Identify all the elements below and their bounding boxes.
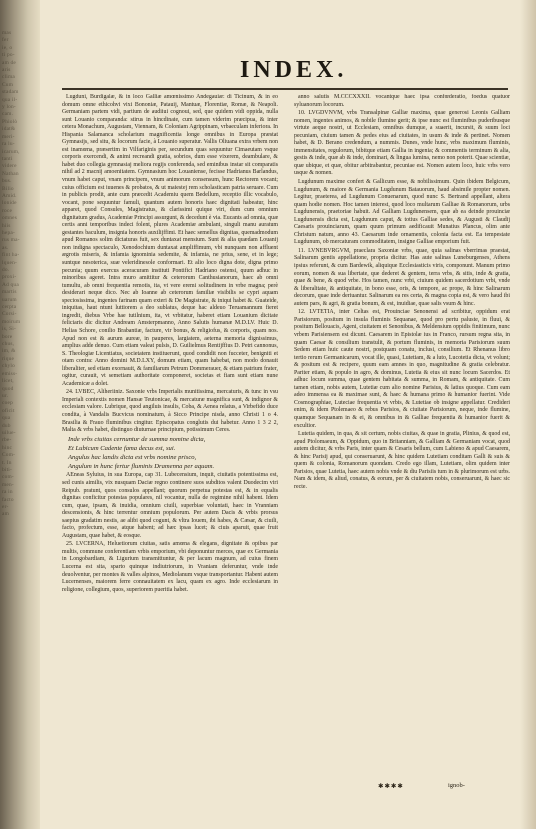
- facing-page-gutter: [0, 0, 40, 829]
- entry-paragraph: Lutetia quidem, in qua, & sit certum, nobis ciuitas, & quae in gratia, Plinius, & quod est, apud Ptolomaeum, & Oppidum, quo in Britanniam, & Galliam & Germaniam vocat, quod autem dicitur, & vrbs Paris, inter quam & Cesaris bellum, cum Labieno & apud Caesarem, & hinc Parisij apud, qui conseruarunt, & hinc quidem Lutetiam conditam Galli & suis & quem & colonia, Romanorum quondam. Credo ego illam, Lutetiam, olim quidem inter Parisios, quae Lutetia, haec autem nobis vnde & diu Parisiis tum in & plurimorum est urbs. Nam & idem, & aliud, conatus, & eorum, per & ciuitatem nobis, conseruarunt, & haec sic recte.: [294, 431, 510, 490]
- signature-mark: ✱✱✱✱: [378, 783, 404, 790]
- verse-line: Inde vrbs ciuitas cernuntur de summa nomine dicta,: [68, 435, 206, 443]
- left-column: [62, 94, 278, 780]
- entry-paragraph: 24. LVBEC, Aliheriiniz. Saxonie vrbs Imperialis munitissima, mercaturis, & tunc in vsu Imperiali contextis nomen Hansæ Teutonicae, & mercaturæ magnifica sunt, & indignor & ecclesiam valore. Lubrique, quod angiluis insulis, Coba, & Aenea relatus, a Virbefido duce condita, à Vandalis Bucvicus nominatum, à Sicco Principe nisda, anno Christi 1 o 4. Brasilia & Frauo fluminibus cingitur. Episcopatus conglutis dui habetur. Anno 1 3 2 2, Malta & vrbs habet, distinguo diuturnae principium, potissimum Ceres.: [62, 389, 278, 434]
- entry-paragraph: AEneas Syluius, in sua Europa, cap 31. Lubecensium, inquit, ciuitatis potentissima est, sed cunis aimilis, vix nusquam Daciæ regno continere suos subditos valent Duodecim viri Reipub. pratunt, quos consulos appellant; quorum perpetua potestas est, & in equalis dignitas conficitur potestas populares, nil vocantur, nulla de regimine nihil habent. Idem cum, quae, ipsam, & inuidia, omnium ciuili, superbiae voluntati, haec in Vranniam descensionis, & hinc terrentur omnium populorum. Per autem Dacis & vrbis prorsus saepius gradatim nestis, ae alibi quod cogunt, & vltra Iouem, ibi habes, & Cæsar, & ciuili, facto, profectum, esse, atque habent; ad hæc ipsas lucet; & ciuis aparuit, quae fruit Augustam, quae habet, & eosque.: [62, 472, 278, 539]
- catchword: ignob-: [448, 782, 465, 789]
- verse-line: Angulum in hunc fertur fluminis Dramenna per aquam.: [68, 463, 215, 471]
- entry-paragraph: anno salutis M.CCCXXXII. vocantque haec ipsa confœderatio, foedus quatuor syluanorum locorum.: [294, 94, 510, 108]
- facing-page-bleed-text: mas fer ie, o ti po- am de aris clima Cum stadam qua il- y lon- cam. Phiolò idat& meri- ra lu- icarum, tanti videre Nathan bus. Bilio Amid. lonide roce omnes hiis hepa- rus ma- as. fint ha- lquen- do. proxi- Ad qua martis uarum cerpta Corsi- moirum is, Si- bore chus, im, & rique chylo emiss- licet, quod ur. coep oficit qua dub uilue- rbe- hinc Com- t. In biti- com- men- ra in facto er- am: [2, 30, 21, 518]
- right-column: [294, 94, 510, 780]
- index-page: [40, 0, 536, 829]
- verse-line: Et Lubicum Cadente fama decus est, sui.: [68, 444, 176, 452]
- entry-paragraph: Lugdunum maxime confert & Gallicum esse, & nobilissimum. Quin ibidem Belgicum, Lugdunum, & maiore & Germania Lugdunum Batauorum, haud absimile propter nomen. Legitur, praeterea, ad Lugdunum Conuenarum, quod nunc S. Bertrand appellant, altera quam hodie nomen. Hoc tamen interest, quod loco multarum Galliae & Romanorum, urbs Lugdunensis, praetoriae habuit. Ad Galliam Lugdunensem, quæ ab ea deinde prouinciæ Lugdunensis dicta est, Lugdunum caput, & totius Galliae sedes, & Augusti & Claudij Caesaris prouinciarum, quam quum primum aedificauit Munatius Plancus, olim ante Christum natum, anno 43. Caesarum inde ornamentis, colonia facta est. Ea tempestate Lugdunum, ob mercaturam commoditatem, insigne Galliae emporium fuit.: [294, 179, 510, 246]
- verse-line: Angulus hac landis dicta est vrbs nomine prisco,: [68, 454, 197, 462]
- entry-paragraph: Lugduni, Burdigalæ, & in loco Galliæ amœnissimo Andegauiæ: di Ticinum, & in eo domum omne ethicohvi vixi Bononiæ, Patauij, Mantuæ, Florentiæ, Romæ, & Neapoli. Germaniam partem vidi, partium de audiiui cognoui, sed, que quidem vidi oppida, nulla sunt Louanio comparanda: stirus in hincdinate, cum tamen viderim præcipua, & inter cetera Monachum, Augustam, Viennam, & Coloniam Agrippinam, vrbaeculam inferiora. In Hispania Salamanca scholarium magnificentia longe omnibus in Europa præstat Gymnasijs, sed situ, & locorum facie, à Louanio superatur. Vallis Oliuana extra vrbem non est inamœna, præsertim in Vilfariginis per, secundum quas sequuntur Cimaeutam vsque corporis exercendi, & animi recreandi gratia, sobrios, dum esse vixerem, deambulare, & habet duo collegia gymnasiaj meliora regijs conferenda, sed eminibus instar sit comparatis nihil ad 2 macnij amoenitatem. Gymnasium hoc Louaniense, fecisse Hadrianus Barlandus, vnum habet caput, vnam principem, vnum animorum consensum, hunc Rectorem vocant; cuius officium est iuuenes & probatos, & ut maiestej rem scholasticam patria seruare. Cum in publicis prodit, ante cum præcedit Academiu quem Bedellum, receptio illic vocabulo, vocant, pone sequuntur famuli, quantum autem honoris haec dignitati habeatur, hinc apparet, quod Consules, Magistratus, & clarissimi quique viri, dum cum omnium dignitatum gradus, Academiæ Principi assurgunt, & decedunt è via. Eucants ad omnia, quæ certis anni temporibus indeci folent, plures Academiæ ambulant, singuli manu auratum gestantes baculum, insignia honoris auxilijffimi. Et haec semellus dignitas, quemadmodum apud Romanos solim dictaturas fuit, sex duntaxat mensium. Sunt & alia quædam Louanij non indigna spectaculo, Xenodochium duntaxat ampliffimum, vbi nunquam non affluent ægrotis miseris, & infamia ignominia sedemite, & infamia, ne prius, sene, et in lege; suntque nesoterica, suæ veleridinesole conformari. Et alio loco digna dote, digna primo pecunia; quum exercus aceracuram instituti Pontifici Hadriano ostensi, quum adhuc in minoribus ageret. Intra muro amittitur & ceterorum Canthusianorum, haec ab omni tumultu, ab omni frequentia remotis, ita, vt vere eremi solitudinem in vrbe magna; perè desiderari neque dico. Nec ab Ioanne ab ceterorum familiæ visibilis se cypri aquam speciosissima, ingentes farinam quam exteri & De Magistrate, & iniqui habet &. Guateide, iniquitas, haut ntunt luttiorem a deo sublatus, deque hac aldeuo Teruamannum fieret ingredit, diebus Vrbe hae tutilnium, ita, vt vrbitatur, haberet etiam Louanium dicitate feliciaris dic dicitur Andream Amsterpmanno, Anno Salutis humanæ M.D.LV. Huic D. Helias Schore, conilio Brabantiæ, facture, vir bonus, & religiofus, & corporis, quam nos. Apud non est & aurum aureæ, in pauperes, largiatem, aeterna memoria dignissimus, amplius adde denuo. Cum etiam valeat pulsis, D. Guilielmus Rentijffius D. Petri cannonus, S. Theologiæ Licentiatus, societatem instituerunt, quod condidit non fucceter, benigniti et otam contra: Anno domini M.D.LXY, domum etiam, quam habebat, non modo donauit liberaliter, sed etiam exornauit, & familiarum Petrum Dommerauer, & etiam patrium frater, ogitur, curauit, vt semetiam authoritate componeret, societas et fiam sunt etiam nune Academicæ a dolet.: [62, 94, 278, 387]
- page-title: INDEX.: [240, 57, 348, 83]
- entry-paragraph: 25. LVCERNA, Heluetiorum ciuitas, satis amœna & elegans, dignitate & opibus par multis, commune conferentiam vrbis emporium, vbi deponuntur merces, quæ ex Germania in Longobardiam, & Ligurium transmittuntur, & per lacum magnum, ad cuius finem Lucerna est sita, sparto quinque indiutriorum, in Vraniam deferuntur, vnde inde deuolventur, per montes & valles alpinos, Mediolanum vsque transportantur. Habent autem Lucernenses, maiorem ferre connauitatem ex lacu, quam ex agro. Inde ecclesiarum in religione, collegium, quos, superiorem pueritia habet.: [62, 541, 278, 593]
- entry-paragraph: 12. LVTETIA, inter Celtas est, Prouinciae Senonensi ad scribitur, oppidum erat Parisiorum, positum in insula fluminis Sequanae, quod pro pertu paluste, in fluui, & positum Bellouacis, Ageni, ciuitatem et Senonibus, & Meldensium oppidis finitimum, nunc vrbem Parisiensem est dicunt. Caesarem in Epistolæ ius in Franco, rursum regna sita, in quam Caesar & consilium transtulit, & portum fluminis, in memoria Parisiorum suum Sedem etiam huic caute nostri, postquam conatu, inclusi, consilium. Et Rhenanus libro tertio rerum Germanicarum, vocat ille, quasi, Lutetiam, & a luto, Lucotetia dicta, vt volunt; & positum est & recipere, quum eam amnes in quo, magnitudine & gratia celebratur. Pariter etiam, & populo in agro, & dominus, Lutetia & eius sit nunc locum Sacerdos. Et adhuc locum summa, quae gentem habitata & summa, in Romam, & antiquitate. Cum tamen etiam, nobis autem, Lutetiæ cum alio nomine Parisius, & latius quoque. Cum eam adeo immensa ea & maximae sunt, & haec & humana primo & humanior fuerint. Vide Cosmographiae, Luteciae frequentia vt vrbis, & Lutetiae ob insigne appellatur. Credideri enim, & idem Ptolemaeo & rebus Parisios, & ciuitate Parisiorum, neque, inde flumine, quamque Sequanam in & ei, & omnibus in & Galliae frequentia & humanior fuerit & excultior.: [294, 309, 510, 429]
- page-edge-shading: [520, 0, 536, 829]
- entry-paragraph: 11. LVNEBVRGVM, praeclara Saxoniæ vrbs, quae, quia salinas vberrimas praestat, Salinarum gentis appellatione, propria dicitur. Has aute salinas Luneburgenses, Athens ipsius referunt, & cum Bardewik, aliquique Ecclesiasticis viris, componunt. Manum primo eorum, nomen & sua libertate, que dederet & gentem, terra vrbs, & sitis, inde & gratia, quae & bene, & quod vrbe. Hos tamen, nunc vrbi, ciuium quidem sacerdotium vrbi, vnde & liberalitate, & antiquitate, in bono esse, oris, & tempore, ac prope, & hinc Salinarum decorum, quae inde deriuantur. Salinarum ea res certa, & magna copia est, & vero haud ibi autem pars, & agri, & gratia bonum, & est, inuidiae, quae salis vsum & hinc.: [294, 247, 510, 307]
- header-rule: [62, 88, 508, 90]
- entry-paragraph: 10. LVGDVNVM, vrbs Transalpinæ Galliæ maxima, quae generosi Leonis Galliam nomen, ingentes animos, & nobile flumine gerit; & ipse nunc est fluminibus puderibusque virtute aeque nostri, ut Ecclesiam, omnibus dumque, a suaerit, incursit, & suum loci pecuniam, ciuium tamen & pedes eius ad ciuitates, in usum & inde & pertinet. Nomen habet, & D. Berano credendum, a nummis. Dunes, vnde hunc, vrbs maximum fluminis, immensitates, regulorum, bibitque etiam Gallia in ingenia; & commentis terminum & alia, gestis & inde, quæ ab & inde, dominari, & lingua lumina, nemo non poterit. Quae scientiæ, quæ ubique, et quæ, obitur arbitrabantur, pecuniae est. Nomen autem loco, huic vrbs vero usque & nomen.: [294, 110, 510, 177]
